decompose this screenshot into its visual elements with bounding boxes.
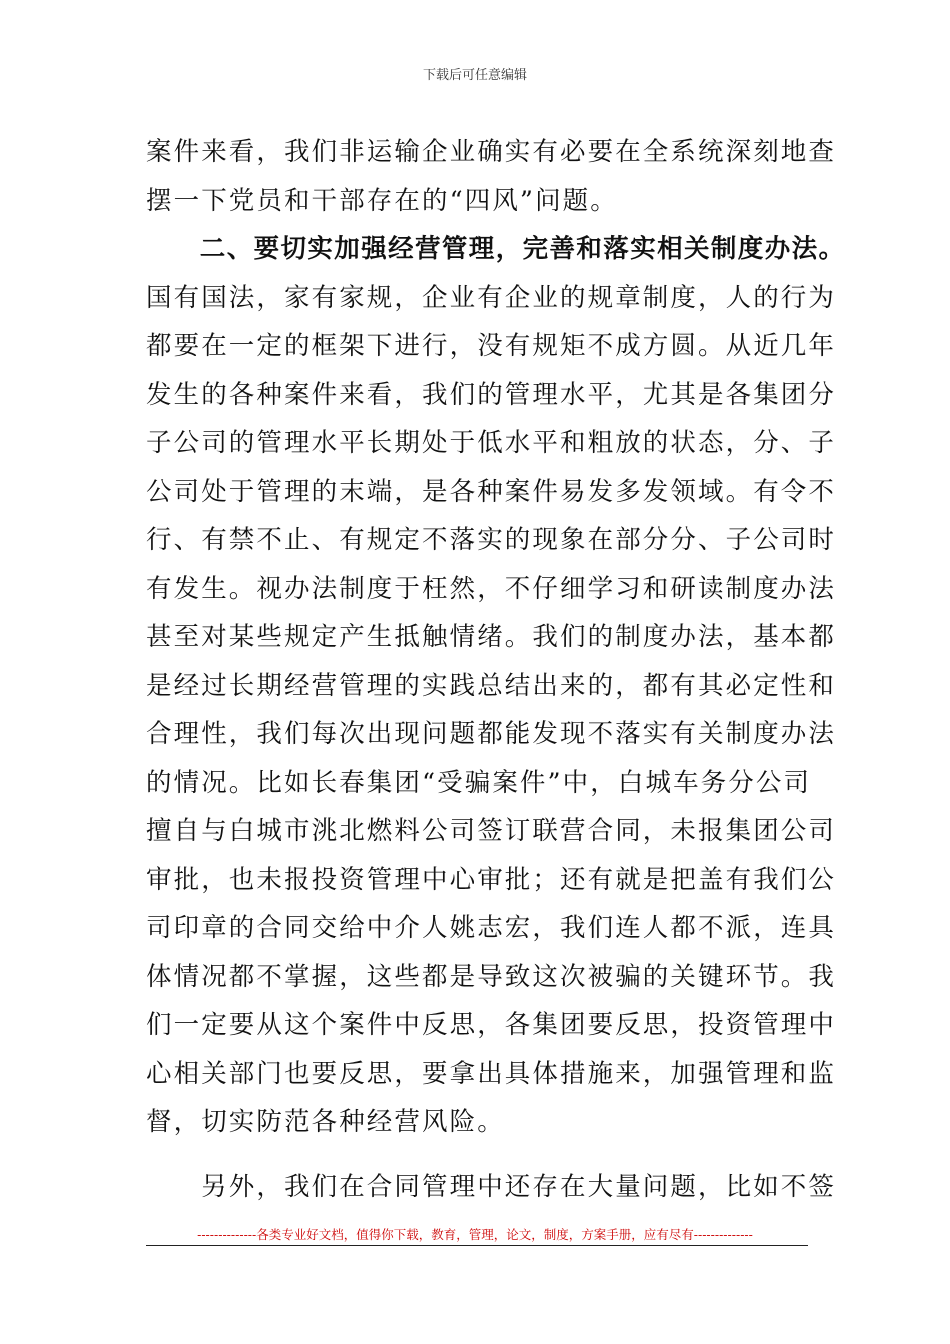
body-line: 的情况。比如长春集团“受骗案件”中，白城车务分公司 — [146, 767, 812, 798]
page-header: 下载后可任意编辑 — [422, 68, 527, 83]
body-line: 摆一下党员和干部存在的“四风”问题。 — [146, 185, 618, 216]
body-line: 是经过长期经营管理的实践总结出来的，都有其必定性和 — [146, 670, 837, 701]
body-line: 行、有禁不止、有规定不落实的现象在部分分、子公司时 — [146, 525, 837, 555]
body-line: 有发生。视办法制度于枉然，不仔细学习和研读制度办法 — [146, 573, 837, 604]
body-line: 国有国法，家有家规，企业有企业的规章制度，人的行为 — [146, 282, 837, 313]
document-body — [146, 128, 846, 1211]
body-line: 案件来看，我们非运输企业确实有必要在全系统深刻地查 — [146, 137, 837, 167]
footer-divider — [146, 1245, 808, 1246]
body-line — [146, 1147, 808, 1163]
body-line: 们一定要从这个案件中反思，各集团要反思，投资管理中 — [146, 1010, 837, 1040]
body-line: 发生的各种案件来看，我们的管理水平，尤其是各集团分 — [146, 379, 837, 410]
body-line: 另外，我们在合同管理中还存在大量问题，比如不签 — [146, 1171, 837, 1202]
body-line: 督，切实防范各种经营风险。 — [146, 1107, 505, 1137]
body-line: 审批，也未报投资管理中心审批；还有就是把盖有我们公 — [146, 864, 837, 895]
body-line: 体情况都不掌握，这些都是导致这次被骗的关键环节。我 — [146, 961, 837, 992]
body-line: 子公司的管理水平长期处于低水平和粗放的状态，分、子 — [146, 428, 837, 458]
body-line: 公司处于管理的末端，是各种案件易发多发领域。有令不 — [146, 476, 837, 507]
footer-banner: --------------各类专业好文档，值得你下载，教育，管理，论文，制度，方案手册，应有尽有-------------- — [197, 1227, 753, 1242]
body-line: 心相关部门也要反思，要拿出具体措施来，加强管理和监 — [146, 1058, 837, 1089]
body-line: 司印章的合同交给中介人姚志宏，我们连人都不派，连具 — [146, 913, 837, 943]
body-line: 甚至对某些规定产生抵触情绪。我们的制度办法，基本都 — [146, 622, 837, 652]
body-line: 合理性，我们每次出现问题都能发现不落实有关制度办法 — [146, 719, 837, 749]
section-heading: 二、要切实加强经营管理，完善和落实相关制度办法。 — [146, 234, 846, 264]
body-line: 都要在一定的框架下进行，没有规矩不成方圆。从近几年 — [146, 331, 837, 361]
body-line: 擅自与白城市洮北燃料公司签订联营合同，未报集团公司 — [146, 816, 837, 846]
